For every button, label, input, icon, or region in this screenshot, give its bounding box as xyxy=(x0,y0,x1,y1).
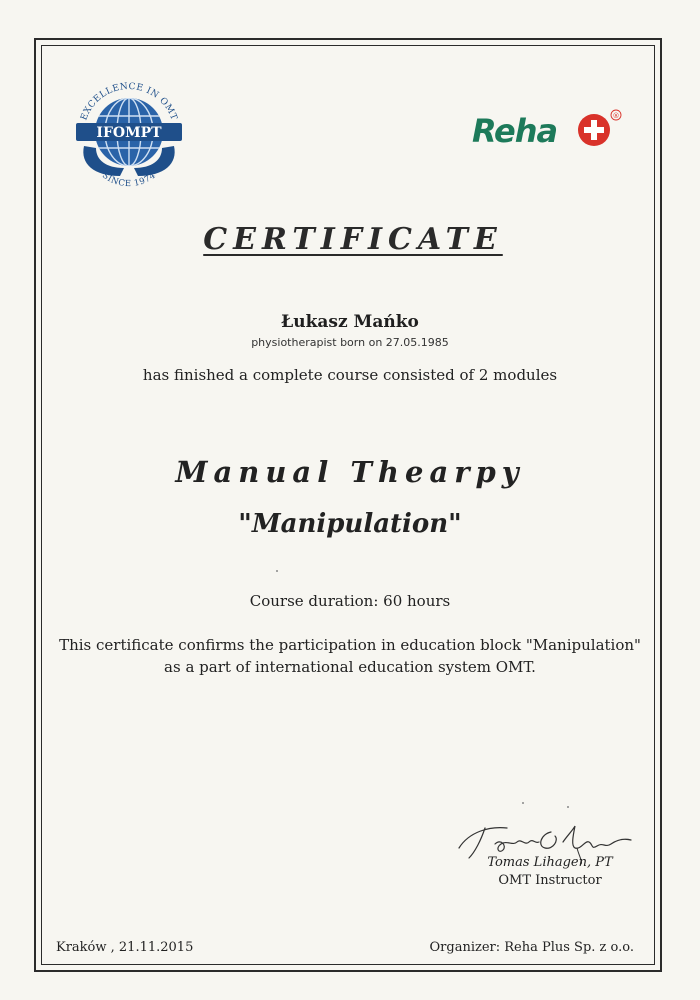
course-duration: Course duration: 60 hours xyxy=(249,592,451,610)
speck xyxy=(276,570,278,572)
organizer: Organizer: Reha Plus Sp. z o.o. xyxy=(429,940,634,955)
signatory-role: OMT Instructor xyxy=(498,873,602,888)
signatory-name: Tomas Lihagen, PT xyxy=(487,855,613,870)
certificate-title: CERTIFICATE xyxy=(203,222,503,257)
ifompt-name: IFOMPT xyxy=(96,125,162,141)
reha-logo-text: Reha xyxy=(472,112,558,150)
ifompt-ring-top-text: EXCELLENCE IN OMT xyxy=(79,81,179,122)
completion-statement: has finished a complete course consisted of 2 modules xyxy=(142,366,558,384)
course-title: Manual Thearpy xyxy=(175,455,525,489)
speck xyxy=(567,806,569,808)
recipient-name: Łukasz Mańko xyxy=(281,312,419,332)
svg-text:SINCE 1974 xyxy=(100,171,158,190)
confirmation-line-1: This certificate confirms the participation in education block "Manipulation" xyxy=(59,636,641,654)
place-and-date: Kraków , 21.11.2015 xyxy=(56,940,194,955)
speck xyxy=(522,802,524,804)
recipient-details: physiotherapist born on 27.05.1985 xyxy=(251,336,449,349)
confirmation-line-2: as a part of international education system OMT. xyxy=(164,658,536,676)
ifompt-ring-bottom-text: SINCE 1974 xyxy=(100,170,158,190)
reha-plus-logo xyxy=(470,106,630,152)
course-subtitle: "Manipulation" xyxy=(238,509,462,539)
registered-mark: ® xyxy=(612,112,620,120)
ifompt-logo xyxy=(70,72,188,196)
